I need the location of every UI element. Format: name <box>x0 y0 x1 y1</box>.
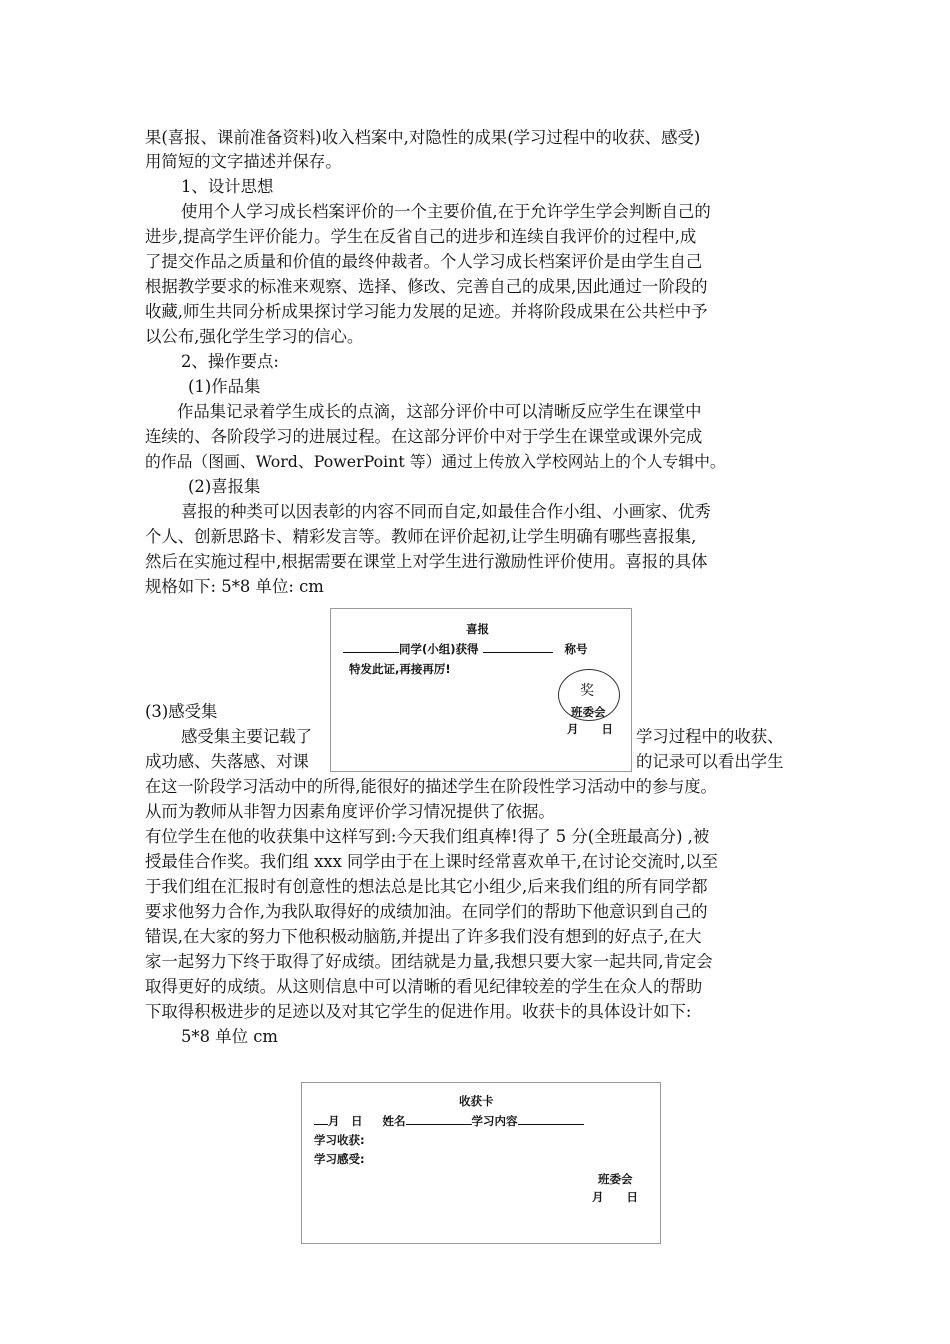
award-card-blank <box>483 652 553 653</box>
text-line: 要求他努力合作,为我队取得好的成绩加油。在同学们的帮助下他意识到自己的 <box>145 902 708 921</box>
text-line: 成功感、失落感、对课 <box>145 752 309 771</box>
text-line: 个人、创新思路卡、精彩发言等。教师在评价起初,让学生明确有哪些喜报集, <box>145 527 697 546</box>
text-line: 进步,提高学生评价能力。学生在反省自己的进步和连续自我评价的过程中,成 <box>145 227 697 246</box>
text-line: 学习过程中的收获、 <box>636 727 784 746</box>
section-heading: 2、操作要点: <box>181 352 279 371</box>
award-card-line2: 特发此证,再接再厉! <box>349 662 451 676</box>
text-line: 于我们组在汇报时有创意性的想法总是比其它小组少,后来我们组的所有同学都 <box>145 877 708 896</box>
text-line: 的作品（图画、Word、PowerPoint 等）通过上传放入学校网站上的个人专辑中。 <box>145 452 726 471</box>
text-line: 的记录可以看出学生 <box>636 752 784 771</box>
award-card-line1 <box>343 641 588 657</box>
text-line: 从而为教师从非智力因素角度评价学习情况提供了依据。 <box>145 802 555 821</box>
award-card-line1-end: 称号 <box>564 642 588 656</box>
subsection-heading: (2)喜报集 <box>188 477 261 496</box>
text-line: 收藏,师生共同分析成果探讨学习能力发展的足迹。并将阶段成果在公共栏中予 <box>145 302 708 321</box>
text-line: 规格如下: 5*8 单位: cm <box>145 577 324 596</box>
harvest-card-line1 <box>314 1113 584 1129</box>
harvest-card-date: 月 日 <box>592 1190 638 1204</box>
text-line: 连续的、各阶段学习的进展过程。在这部分评价中对于学生在课堂或课外完成 <box>145 427 703 446</box>
text-line: 授最佳合作奖。我们组 xxx 同学由于在上课时经常喜欢单干,在讨论交流时,以至 <box>145 852 719 871</box>
text-line: 作品集记录着学生成长的点滴，这部分评价中可以清晰反应学生在课堂中 <box>177 402 702 421</box>
text-line: 用简短的文字描述并保存。 <box>145 152 342 171</box>
section-heading: 1、设计思想 <box>181 177 274 196</box>
award-card-title: 喜报 <box>466 622 489 636</box>
harvest-card-gain-label: 学习收获: <box>314 1133 365 1147</box>
text-line: 了提交作品之质量和价值的最终仲裁者。个人学习成长档案评价是由学生自己 <box>145 252 703 271</box>
award-card-committee: 班委会 <box>571 705 606 719</box>
text-line: 根据教学要求的标准来观察、选择、修改、完善自己的成果,因此通过一阶段的 <box>145 277 708 296</box>
text-line: 感受集主要记载了 <box>181 727 313 746</box>
award-seal-text: 奖 <box>580 683 594 699</box>
award-card-blank <box>343 652 399 653</box>
harvest-card-month-day: 月 日 <box>328 1114 363 1128</box>
harvest-card <box>301 1082 661 1244</box>
text-line: 在这一阶段学习活动中的所得,能很好的描述学生在阶段性学习活动中的参与度。 <box>145 777 717 796</box>
subsection-heading: (3)感受集 <box>145 702 218 721</box>
text-line: 5*8 单位 cm <box>181 1027 278 1046</box>
text-line: 家一起努力下终于取得了好成绩。团结就是力量,我想只要大家一起共同,肯定会 <box>145 952 713 971</box>
text-line: 取得更好的成绩。从这则信息中可以清晰的看见纪律较差的学生在众人的帮助 <box>145 977 703 996</box>
subsection-heading: (1)作品集 <box>188 377 261 396</box>
text-line: 下取得积极进步的足迹以及对其它学生的促进作用。收获卡的具体设计如下: <box>145 1002 692 1021</box>
harvest-card-feeling-label: 学习感受: <box>314 1152 365 1166</box>
text-line: 错误,在大家的努力下他积极动脑筋,并提出了许多我们没有想到的好点子,在大 <box>145 927 702 946</box>
award-card-date: 月 日 <box>567 722 613 736</box>
text-line: 喜报的种类可以因表彰的内容不同而自定,如最佳合作小组、小画家、优秀 <box>181 502 711 521</box>
text-line: 果(喜报、课前准备资料)收入档案中,对隐性的成果(学习过程中的收获、感受) <box>145 128 701 147</box>
award-card <box>330 608 632 772</box>
harvest-card-blank <box>314 1124 328 1125</box>
award-card-line1-mid: 同学(小组)获得 <box>399 642 479 656</box>
harvest-card-title: 收获卡 <box>459 1094 494 1108</box>
harvest-card-content-label: 学习内容 <box>471 1114 518 1128</box>
text-line: 有位学生在他的收获集中这样写到:今天我们组真棒!得了 5 分(全班最高分) ,被 <box>145 827 710 846</box>
harvest-card-blank <box>406 1124 472 1125</box>
harvest-card-blank <box>518 1124 584 1125</box>
text-line: 然后在实施过程中,根据需要在课堂上对学生进行激励性评价使用。喜报的具体 <box>145 552 708 571</box>
harvest-card-committee: 班委会 <box>598 1172 633 1186</box>
harvest-card-name-label: 姓名 <box>382 1114 406 1128</box>
text-line: 以公布,强化学生学习的信心。 <box>145 327 364 346</box>
text-line: 使用个人学习成长档案评价的一个主要价值,在于允许学生学会判断自己的 <box>181 202 711 221</box>
